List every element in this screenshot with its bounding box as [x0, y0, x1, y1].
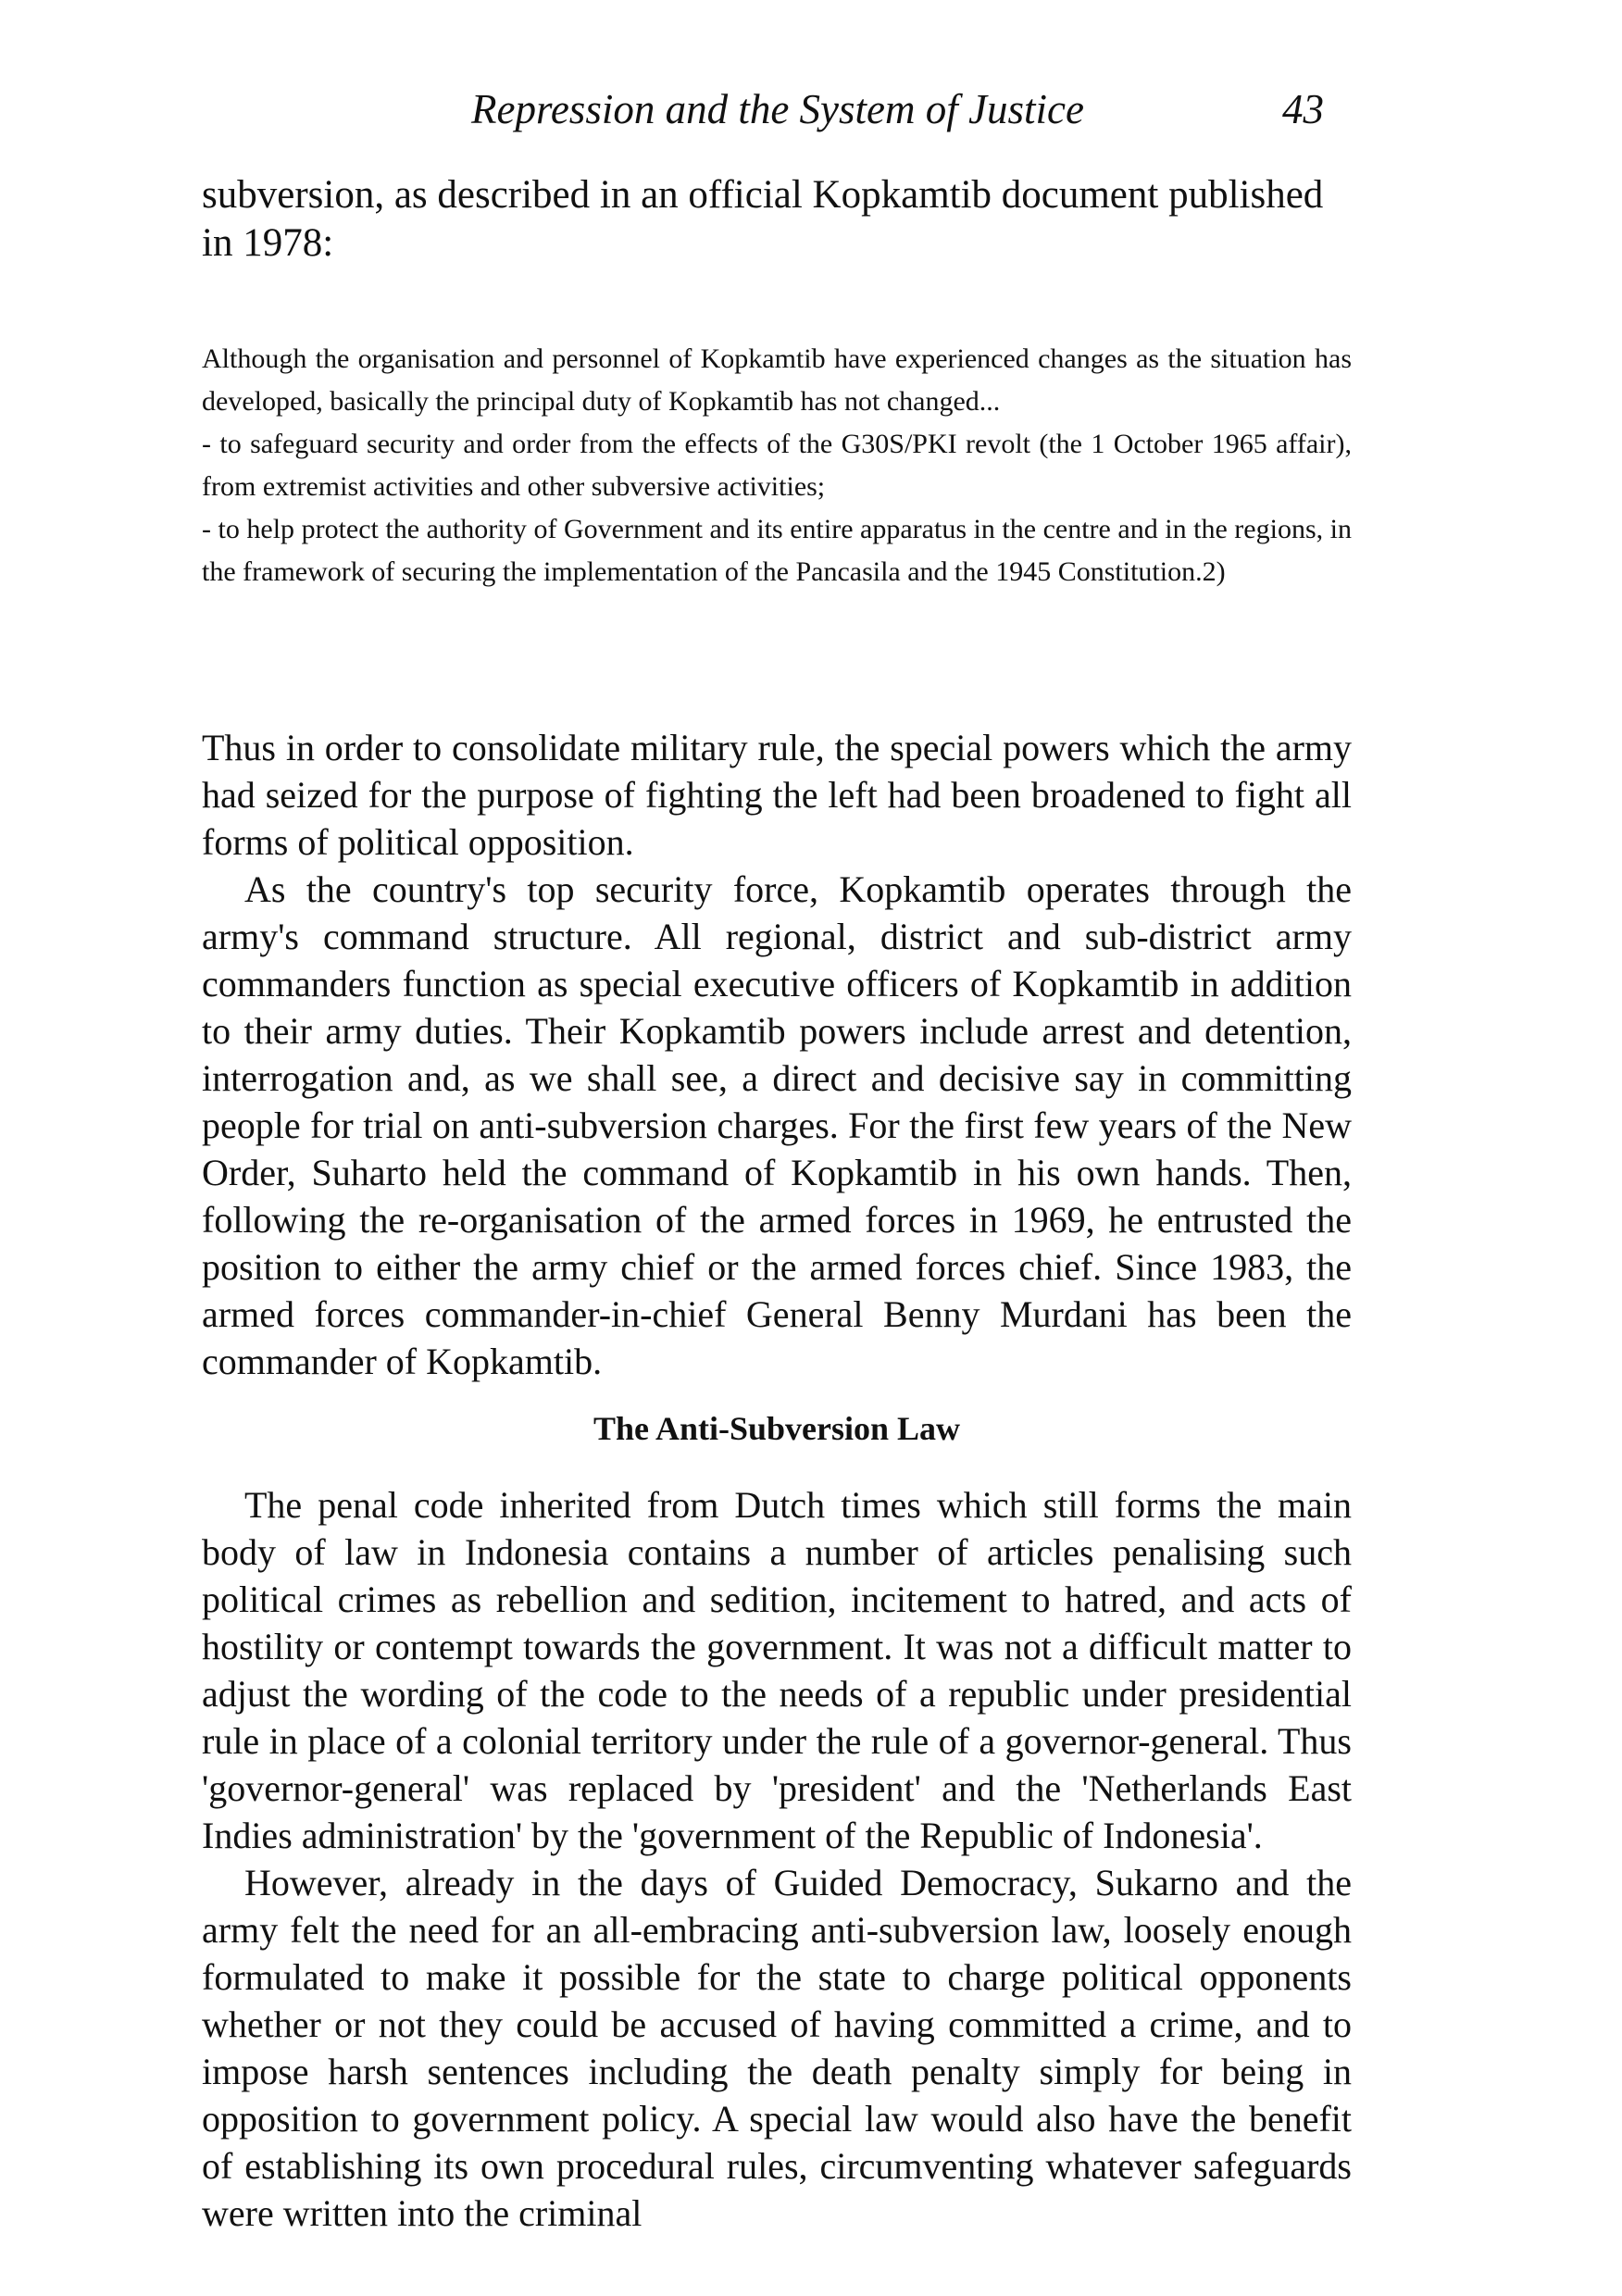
page-number: 43 [1282, 86, 1324, 132]
section-body [202, 1481, 1352, 2237]
body-paragraph: The penal code inherited from Dutch times which still forms the main body of law in Indonesia contains a number of articles penalising such political crimes as rebellion and sedition, incitement to hatred, and acts of hostility or contempt towards the government. It was not a difficult matter to adjust the wording of the code to the needs of a republic under presidential rule in place of a colonial territory under the rule of a governor-general. Thus 'governor-general' was replaced by 'president' and the 'Netherlands East Indies administration' by the 'government of the Republic of Indonesia'. [202, 1484, 1352, 1856]
section-heading: The Anti-Subversion Law [593, 1410, 961, 1447]
body-paragraph: As the country's top security force, Kopkamtib operates through the army's command structure. All regional, district and sub-district army commanders function as special executive officers of Kopkamtib in addition to their army duties. Their Kopkamtib powers include arrest and detention, interrogation and, as we shall see, a direct and decisive say in committing people for trial on anti-subversion charges. For the first few years of the New Order, Suharto held the command of Kopkamtib in his own hands. Then, following the re-organisation of the armed forces in 1969, he entrusted the position to either the army chief or the armed forces chief. Since 1983, the armed forces commander-in-chief General Benny Murdani has been the commander of Kopkamtib. [202, 868, 1352, 1382]
body-paragraph: Thus in order to consolidate military rule, the special powers which the army had seized for the purpose of fighting the left had been broadened to fight all forms of political opposition. [202, 727, 1352, 863]
body-paragraph: However, already in the days of Guided Democracy, Sukarno and the army felt the need for an all-embracing anti-subversion law, loosely enough formulated to make it possible for the state to charge political opponents whether or not they could be accused of having committed a crime, and to impose harsh sentences including the death penalty simply for being in opposition to government policy. A special law would also have the benefit of establishing its own procedural rules, circumventing whatever safeguards were written into the criminal [202, 1862, 1352, 2234]
quote-paragraph: Although the organisation and personnel of Kopkamtib have experienced changes as the situation has developed, basically the principal duty of Kopkamtib has not changed... [202, 343, 1352, 417]
intro-paragraph: subversion, as described in an official Kopkamtib document published in 1978: [202, 173, 1324, 265]
body-text [202, 724, 1352, 1385]
quote-list-item: - to safeguard security and order from the effects of the G30S/PKI revolt (the 1 October 1965 affair), from extremist activities and other subversive activities; [202, 429, 1352, 502]
block-quote [202, 338, 1352, 593]
running-head: Repression and the System of Justice [471, 86, 1084, 132]
quote-list-item: - to help protect the authority of Government and its entire apparatus in the centre and in the regions, in the framework of securing the implementation of the Pancasila and the 1945 Constitution.2) [202, 514, 1352, 587]
